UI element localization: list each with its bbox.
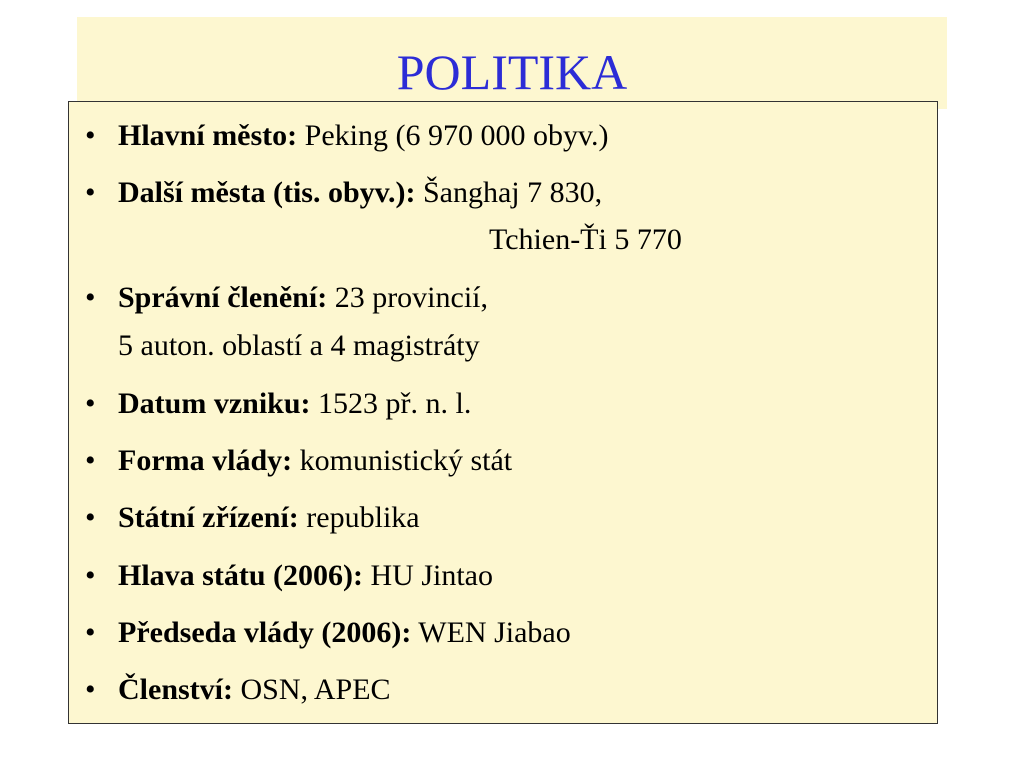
- bullet-text: [118, 561, 493, 591]
- bullet-icon: •: [85, 387, 96, 420]
- bullet-text: [118, 178, 602, 208]
- item-value: 23 provincií,: [327, 281, 488, 314]
- bullet-icon: •: [85, 119, 96, 152]
- item-label: Forma vlády:: [118, 444, 293, 477]
- item-label: Hlava státu (2006):: [118, 559, 363, 592]
- item-value: HU Jintao: [362, 559, 493, 592]
- item-value: 1523 př. n. l.: [310, 387, 472, 420]
- item-value: WEN Jiabao: [411, 616, 571, 649]
- item-label: Další města (tis. obyv.):: [118, 176, 416, 209]
- bullet-text: [118, 618, 571, 648]
- item-label: Správní členění:: [118, 281, 328, 314]
- bullet-text: [118, 503, 420, 533]
- bullet-text: [118, 675, 391, 705]
- item-value: Šanghaj 7 830,: [415, 176, 603, 209]
- item-label: Předseda vlády (2006):: [118, 616, 412, 649]
- item-label: Hlavní město:: [118, 119, 298, 152]
- bullet-text: [118, 446, 512, 476]
- item-value: Peking (6 970 000 obyv.): [297, 119, 609, 152]
- item-value: republika: [298, 501, 420, 534]
- bullet-icon: •: [85, 176, 96, 209]
- bullet-icon: •: [85, 501, 96, 534]
- item-value: komunistický stát: [292, 444, 513, 477]
- content-box: [68, 101, 938, 724]
- item-continuation: 5 auton. oblastí a 4 magistráty: [118, 329, 480, 362]
- item-label: Členství:: [118, 673, 233, 706]
- item-value: OSN, APEC: [233, 673, 391, 706]
- slide-title: POLITIKA: [396, 44, 628, 100]
- bullet-icon: •: [85, 281, 96, 314]
- item-label: Datum vzniku:: [118, 387, 311, 420]
- bullet-text: [118, 389, 471, 419]
- bullet-icon: •: [85, 673, 96, 706]
- bullet-icon: •: [85, 444, 96, 477]
- bullet-text: [118, 283, 488, 313]
- item-label: Státní zřízení:: [118, 501, 299, 534]
- title-band: [77, 17, 947, 109]
- bullet-text: [118, 121, 609, 151]
- bullet-icon: •: [85, 559, 96, 592]
- bullet-icon: •: [85, 616, 96, 649]
- item-continuation: Tchien-Ťi 5 770: [489, 223, 682, 256]
